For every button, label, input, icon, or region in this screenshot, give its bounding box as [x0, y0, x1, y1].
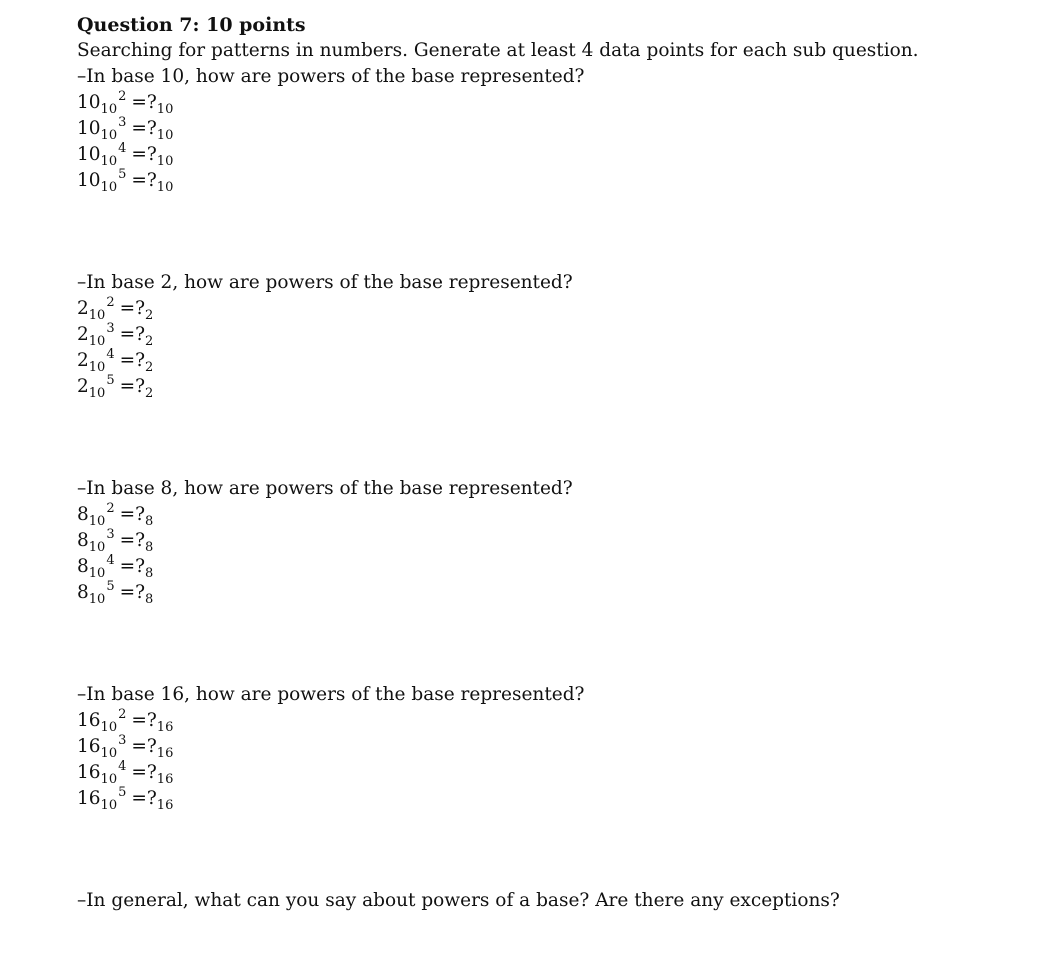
- equation-exponent: 2: [118, 707, 127, 722]
- equation-row: [77, 708, 1017, 734]
- equation-row: [77, 322, 1017, 348]
- equation-rhs-subscript: 16: [156, 798, 174, 813]
- equation-rhs-subscript: 16: [156, 772, 174, 787]
- equation-row: [77, 348, 1017, 374]
- answer-space: [77, 194, 1017, 270]
- equation-rhs-subscript: 10: [156, 154, 174, 169]
- equation-rhs-subscript: 2: [145, 334, 154, 349]
- equation-base: 8: [77, 504, 89, 525]
- equation-row: [77, 168, 1017, 194]
- equation-rhs-subscript: 16: [156, 720, 174, 735]
- equation-rhs-subscript: 10: [156, 102, 174, 117]
- equation-base: 8: [77, 582, 89, 603]
- equation-exponent: 5: [106, 373, 115, 388]
- equation-row: [77, 90, 1017, 116]
- equation-exponent: 4: [106, 553, 115, 568]
- equation-exponent: 4: [106, 347, 115, 362]
- equation-rhs-subscript: 2: [145, 386, 154, 401]
- equation-exponent: 4: [118, 759, 127, 774]
- closing-question: –In general, what can you say about powers of a base? Are there any exceptions?: [77, 890, 840, 911]
- equation-rhs-subscript: 2: [145, 308, 154, 323]
- equation-base-subscript: 10: [100, 180, 118, 195]
- equation-row: [77, 374, 1017, 400]
- equation-base-subscript: 10: [88, 566, 106, 581]
- equation-rhs: =?: [119, 350, 146, 371]
- equation-rhs: =?: [119, 376, 146, 397]
- equation-exponent: 5: [118, 785, 127, 800]
- equation-rhs: =?: [131, 788, 157, 809]
- answer-space: [77, 606, 1017, 682]
- equation-base: 2: [77, 324, 89, 345]
- answer-space: [77, 400, 1017, 476]
- equation-exponent: 3: [106, 527, 115, 542]
- equation-rhs: =?: [119, 504, 146, 525]
- equation-base: 16: [77, 736, 101, 757]
- equation-row: [77, 502, 1017, 528]
- equation-base: 2: [77, 376, 89, 397]
- equation-rhs: =?: [131, 170, 157, 191]
- equation-base-subscript: 10: [88, 386, 106, 401]
- equation-row: [77, 786, 1017, 812]
- equation-rhs-subscript: 8: [145, 540, 154, 555]
- equation-row: [77, 760, 1017, 786]
- answer-space: [77, 812, 1017, 888]
- equation-rhs: =?: [119, 298, 146, 319]
- question-title: Question 7: 10 points: [77, 14, 306, 36]
- equation-row: [77, 528, 1017, 554]
- sub-question-prompt: –In base 8, how are powers of the base represented?: [77, 478, 573, 499]
- equation-rhs-subscript: 8: [145, 566, 154, 581]
- sub-question-4: [77, 682, 1017, 812]
- equation-base-subscript: 10: [88, 334, 106, 349]
- equation-rhs: =?: [131, 762, 157, 783]
- equation-base-subscript: 10: [100, 746, 118, 761]
- sub-question-3: [77, 476, 1017, 606]
- question-intro: Searching for patterns in numbers. Generate at least 4 data points for each sub question.: [77, 40, 919, 61]
- equation-row: [77, 116, 1017, 142]
- equation-row: [77, 734, 1017, 760]
- equation-base-subscript: 10: [88, 360, 106, 375]
- equation-rhs-subscript: 10: [156, 180, 174, 195]
- equation-rhs: =?: [119, 530, 146, 551]
- equation-rhs: =?: [131, 118, 157, 139]
- equation-rhs: =?: [119, 556, 146, 577]
- equation-exponent: 5: [106, 579, 115, 594]
- equation-rhs-subscript: 16: [156, 746, 174, 761]
- equation-exponent: 2: [118, 89, 127, 104]
- sections-container: [77, 64, 1017, 888]
- sub-question-1: [77, 64, 1017, 194]
- equation-rhs: =?: [119, 324, 146, 345]
- equation-base-subscript: 10: [100, 798, 118, 813]
- equation-base-subscript: 10: [100, 720, 118, 735]
- equation-rhs: =?: [131, 710, 157, 731]
- equation-exponent: 3: [106, 321, 115, 336]
- equation-base: 16: [77, 710, 101, 731]
- equation-rhs: =?: [119, 582, 146, 603]
- equation-rhs: =?: [131, 736, 157, 757]
- equation-base: 10: [77, 170, 101, 191]
- equation-base-subscript: 10: [88, 592, 106, 607]
- equation-exponent: 3: [118, 733, 127, 748]
- equation-base: 16: [77, 788, 101, 809]
- equation-base: 10: [77, 92, 101, 113]
- equation-base: 2: [77, 298, 89, 319]
- sub-question-prompt: –In base 16, how are powers of the base represented?: [77, 684, 585, 705]
- equation-rhs-subscript: 2: [145, 360, 154, 375]
- equation-base-subscript: 10: [88, 514, 106, 529]
- equation-base-subscript: 10: [100, 128, 118, 143]
- equation-base: 16: [77, 762, 101, 783]
- equation-row: [77, 554, 1017, 580]
- equation-exponent: 2: [106, 501, 115, 516]
- equation-row: [77, 296, 1017, 322]
- equation-exponent: 4: [118, 141, 127, 156]
- sub-question-prompt: –In base 2, how are powers of the base represented?: [77, 272, 573, 293]
- equation-base-subscript: 10: [88, 308, 106, 323]
- equation-base-subscript: 10: [100, 154, 118, 169]
- equation-base: 10: [77, 118, 101, 139]
- equation-base-subscript: 10: [88, 540, 106, 555]
- equation-exponent: 5: [118, 167, 127, 182]
- equation-base-subscript: 10: [100, 102, 118, 117]
- sub-question-prompt: –In base 10, how are powers of the base represented?: [77, 66, 585, 87]
- equation-row: [77, 580, 1017, 606]
- equation-base: 8: [77, 556, 89, 577]
- equation-rhs-subscript: 8: [145, 592, 154, 607]
- equation-exponent: 3: [118, 115, 127, 130]
- equation-base: 8: [77, 530, 89, 551]
- sub-question-2: [77, 270, 1017, 400]
- equation-rhs-subscript: 8: [145, 514, 154, 529]
- equation-row: [77, 142, 1017, 168]
- equation-base: 10: [77, 144, 101, 165]
- equation-rhs: =?: [131, 92, 157, 113]
- equation-exponent: 2: [106, 295, 115, 310]
- document-page: [77, 12, 1017, 914]
- equation-rhs: =?: [131, 144, 157, 165]
- equation-rhs-subscript: 10: [156, 128, 174, 143]
- equation-base: 2: [77, 350, 89, 371]
- equation-base-subscript: 10: [100, 772, 118, 787]
